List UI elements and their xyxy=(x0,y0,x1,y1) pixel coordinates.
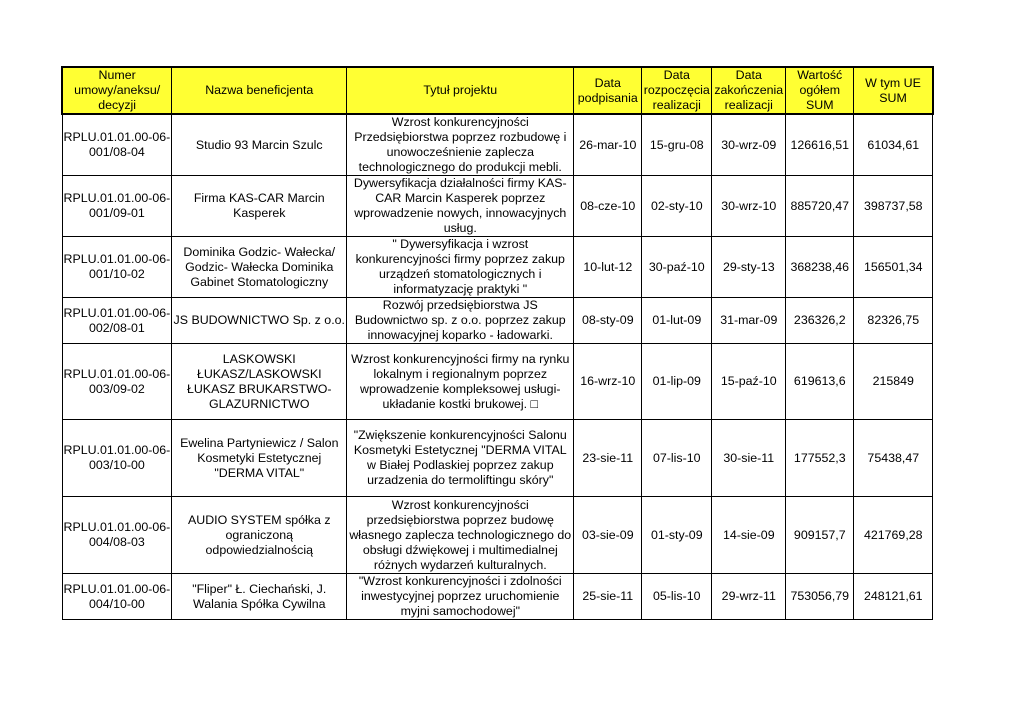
cell-data-rozpoczecia: 01-lip-09 xyxy=(642,344,712,420)
cell-ue: 421769,28 xyxy=(854,497,933,574)
cell-data-zakonczenia: 31-mar-09 xyxy=(712,298,786,344)
cell-data-zakonczenia: 30-sie-11 xyxy=(712,420,786,497)
numer-line-1: RPLU.01.01.00-06- xyxy=(63,581,171,596)
table-row xyxy=(62,176,933,237)
cell-data-rozpoczecia: 30-paź-10 xyxy=(642,237,712,298)
cell-data-podpisania: 23-sie-11 xyxy=(574,420,642,497)
cell-data-rozpoczecia: 07-lis-10 xyxy=(642,420,712,497)
cell-wartosc: 619613,6 xyxy=(786,344,854,420)
cell-ue: 82326,75 xyxy=(854,298,933,344)
cell-data-zakonczenia: 29-wrz-11 xyxy=(712,574,786,620)
contracts-table xyxy=(61,66,934,620)
cell-beneficjent: Ewelina Partyniewicz / Salon Kosmetyki Estetycznej "DERMA VITAL" xyxy=(172,420,347,497)
header-row xyxy=(62,67,933,114)
header-data-zakonczenia: Data zakończenia realizacji xyxy=(712,67,786,114)
cell-beneficjent: "Fliper" Ł. Ciechański, J. Walania Spółka Cywilna xyxy=(172,574,347,620)
cell-numer xyxy=(62,574,172,620)
numer-line-2: 004/08-03 xyxy=(88,535,145,549)
numer-line-2: 001/10-02 xyxy=(88,267,145,281)
cell-data-podpisania: 08-sty-09 xyxy=(574,298,642,344)
cell-data-podpisania: 10-lut-12 xyxy=(574,237,642,298)
table-row xyxy=(62,114,933,176)
cell-wartosc: 368238,46 xyxy=(786,237,854,298)
numer-line-1: RPLU.01.01.00-06- xyxy=(63,305,171,320)
cell-data-podpisania: 16-wrz-10 xyxy=(574,344,642,420)
cell-numer xyxy=(62,420,172,497)
table-row xyxy=(62,420,933,497)
cell-data-rozpoczecia: 05-lis-10 xyxy=(642,574,712,620)
cell-numer xyxy=(62,344,172,420)
header-wartosc: Wartość ogółem SUM xyxy=(786,67,854,114)
cell-data-zakonczenia: 30-wrz-09 xyxy=(712,114,786,176)
cell-ue: 75438,47 xyxy=(854,420,933,497)
numer-line-1: RPLU.01.01.00-06- xyxy=(63,520,171,534)
numer-line-2: 002/08-01 xyxy=(88,320,145,335)
cell-beneficjent: Dominika Godzic- Wałecka/ Godzic- Wałecka Dominika Gabinet Stomatologiczny xyxy=(172,237,347,298)
cell-ue: 215849 xyxy=(854,344,933,420)
cell-wartosc: 177552,3 xyxy=(786,420,854,497)
numer-line-1: RPLU.01.01.00-06- xyxy=(63,366,171,381)
cell-tytul: Wzrost konkurencyjności firmy na rynku lokalnym i regionalnym poprzez wprowadzenie kompleksowej usługi-układanie kostki brukowej. □ xyxy=(347,344,574,420)
cell-beneficjent: LASKOWSKI ŁUKASZ/LASKOWSKI ŁUKASZ BRUKARSTWO-GLAZURNICTWO xyxy=(172,344,347,420)
numer-line-1: RPLU.01.01.00-06- xyxy=(63,443,171,457)
cell-numer xyxy=(62,237,172,298)
cell-data-podpisania: 03-sie-09 xyxy=(574,497,642,574)
cell-numer xyxy=(62,497,172,574)
cell-tytul: "Zwiększenie konkurencyjności Salonu Kosmetyki Estetycznej "DERMA VITAL w Białej Podlaskiej poprzez zakup urzadzenia do termoliftingu skóry" xyxy=(347,420,574,497)
cell-beneficjent: JS BUDOWNICTWO Sp. z o.o. xyxy=(172,298,347,344)
numer-line-2: 001/09-01 xyxy=(88,206,145,220)
table-row xyxy=(62,574,933,620)
numer-line-1: RPLU.01.01.00-06- xyxy=(63,252,171,266)
cell-tytul: " Dywersyfikacja i wzrost konkurencyjności firmy poprzez zakup urządzeń stomatologicznych i informatyzację praktyki " xyxy=(347,237,574,298)
cell-numer xyxy=(62,176,172,237)
cell-data-rozpoczecia: 01-sty-09 xyxy=(642,497,712,574)
header-numer: Numer umowy/aneksu/ decyzji xyxy=(62,67,172,114)
cell-data-rozpoczecia: 01-lut-09 xyxy=(642,298,712,344)
numer-line-2: 003/10-00 xyxy=(88,458,145,472)
cell-ue: 248121,61 xyxy=(854,574,933,620)
header-beneficjent: Nazwa beneficjenta xyxy=(172,67,347,114)
header-data-rozpoczecia: Data rozpoczęcia realizacji xyxy=(643,68,710,112)
numer-line-2: 003/09-02 xyxy=(88,381,145,396)
cell-tytul: Dywersyfikacja działalności firmy KAS-CAR Marcin Kasperek poprzez wprowadzenie nowych, innowacyjnych usług. xyxy=(347,176,574,237)
header-ue: W tym UE SUM xyxy=(854,67,933,114)
cell-beneficjent: Firma KAS-CAR Marcin Kasperek xyxy=(172,176,347,237)
cell-wartosc: 126616,51 xyxy=(786,114,854,176)
cell-numer xyxy=(62,298,172,344)
cell-data-podpisania: 08-cze-10 xyxy=(574,176,642,237)
cell-tytul: Rozwój przedsiębiorstwa JS Budownictwo sp. z o.o. poprzez zakup innowacyjnej koparko - ładowarki. xyxy=(347,298,574,344)
cell-numer xyxy=(62,114,172,176)
cell-ue: 61034,61 xyxy=(854,114,933,176)
cell-data-podpisania: 26-mar-10 xyxy=(574,114,642,176)
numer-line-1: RPLU.01.01.00-06- xyxy=(63,130,171,144)
cell-data-zakonczenia: 30-wrz-10 xyxy=(712,176,786,237)
cell-wartosc: 236326,2 xyxy=(786,298,854,344)
table-row xyxy=(62,344,933,420)
header-data-podpisania: Data podpisania xyxy=(574,67,642,114)
cell-tytul: Wzrost konkurencyjności Przedsiębiorstwa poprzez rozbudowę i unowocześnienie zaplecza technologicznego do produkcji mebli. xyxy=(347,114,574,176)
header-tytul: Tytuł projektu xyxy=(347,67,574,114)
cell-wartosc: 885720,47 xyxy=(786,176,854,237)
cell-data-podpisania: 25-sie-11 xyxy=(574,574,642,620)
numer-line-2: 001/08-04 xyxy=(88,145,145,159)
cell-wartosc: 753056,79 xyxy=(786,574,854,620)
cell-tytul: Wzrost konkurencyjności przedsiębiorstwa poprzez budowę własnego zaplecza technologicznego do obsługi dźwiękowej i multimedialnej różnych wydarzeń kulturalnych. xyxy=(347,497,574,574)
cell-data-rozpoczecia: 15-gru-08 xyxy=(642,114,712,176)
cell-beneficjent: AUDIO SYSTEM spółka z ograniczoną odpowiedzialnością xyxy=(172,497,347,574)
cell-wartosc: 909157,7 xyxy=(786,497,854,574)
numer-line-2: 004/10-00 xyxy=(88,596,145,611)
cell-ue: 398737,58 xyxy=(854,176,933,237)
table-row xyxy=(62,497,933,574)
cell-data-zakonczenia: 15-paź-10 xyxy=(712,344,786,420)
cell-ue: 156501,34 xyxy=(854,237,933,298)
table-row xyxy=(62,237,933,298)
cell-beneficjent: Studio 93 Marcin Szulc xyxy=(172,114,347,176)
cell-tytul: "Wzrost konkurencyjności i zdolności inwestycyjnej poprzez uruchomienie myjni samochodowej" xyxy=(347,574,574,620)
cell-data-zakonczenia: 14-sie-09 xyxy=(712,497,786,574)
numer-line-1: RPLU.01.01.00-06- xyxy=(63,191,171,205)
cell-data-zakonczenia: 29-sty-13 xyxy=(712,237,786,298)
cell-data-rozpoczecia: 02-sty-10 xyxy=(642,176,712,237)
table-row xyxy=(62,298,933,344)
